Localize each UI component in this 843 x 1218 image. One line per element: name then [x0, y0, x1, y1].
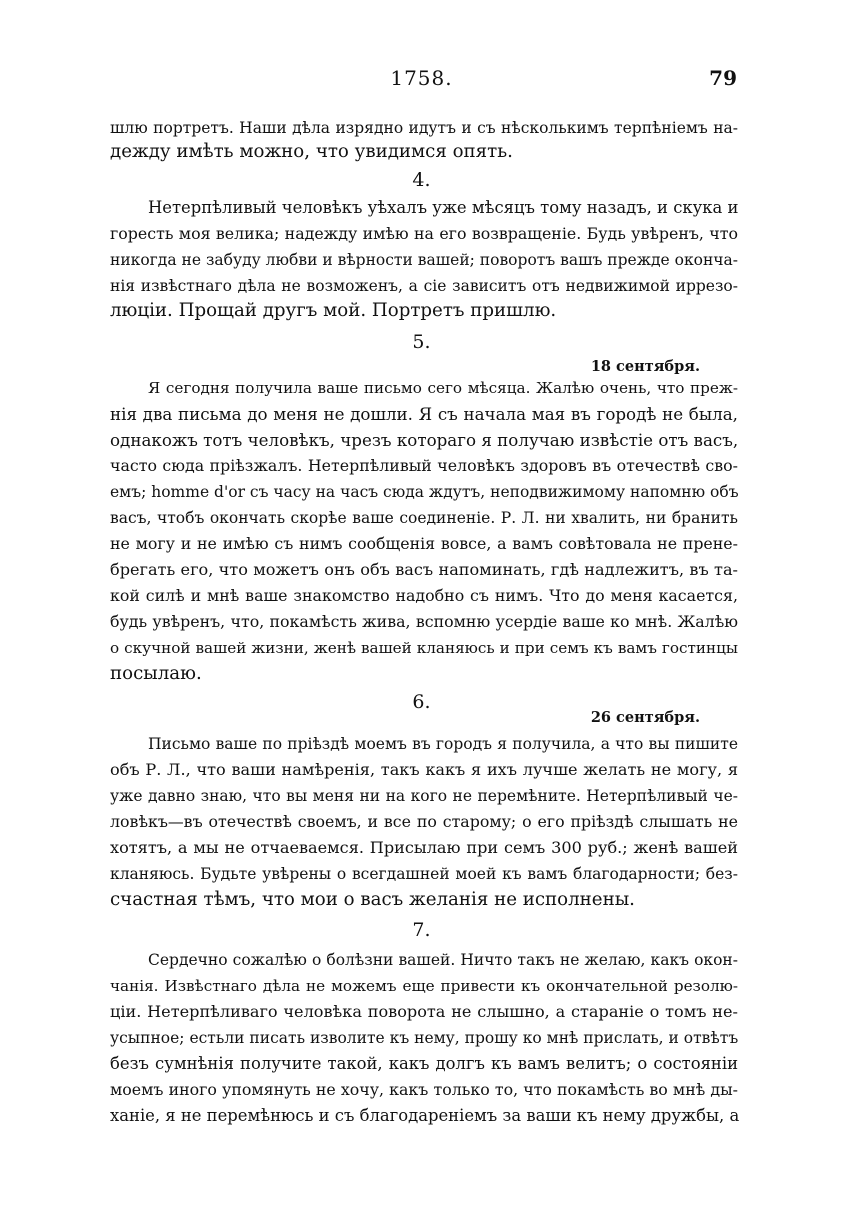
text-line: хотятъ, а мы не отчаеваемся. Присылаю при семъ 300 руб.; женѣ вашей	[110, 838, 738, 857]
section-number: 4.	[412, 169, 431, 191]
letter-date: 26 сентября.	[590, 709, 700, 726]
text-line: нія два письма до меня не дошли. Я съ начала мая въ городѣ не была,	[110, 404, 738, 424]
text-line: Я сегодня получила ваше письмо сего мѣсяца. Жалѣю очень, что преж-	[148, 379, 738, 397]
text-line: посылаю.	[110, 663, 202, 684]
header-year: 1758.	[390, 66, 453, 90]
text-line: о скучной вашей жизни, женѣ вашей кланяюсь и при семъ къ вамъ гостинцы	[110, 639, 738, 657]
text-line: будь увѣренъ, что, покамѣсть жива, вспомню усердіе ваше ко мнѣ. Жалѣю	[110, 612, 738, 631]
section-number: 7.	[412, 919, 431, 941]
text-line: никогда не забуду любви и вѣрности вашей; поворотъ вашъ прежде оконча-	[110, 251, 739, 269]
text-line: васъ, чтобъ окончать скорѣе ваше соединеніе. Р. Л. ни хвалить, ни бранить	[110, 509, 738, 527]
text-line: горесть моя велика; надежду имѣю на его возвращеніе. Будь увѣренъ, что	[110, 224, 738, 243]
text-line: моемъ иного упомянуть не хочу, какъ только то, что покамѣсть во мнѣ ды-	[110, 1080, 738, 1099]
text-line: не могу и не имѣю съ нимъ сообщенія вовсе, а вамъ совѣтовала не прене-	[110, 534, 738, 553]
text-line: брегать его, что можетъ онъ объ васъ напоминать, гдѣ надлежитъ, въ та-	[110, 560, 738, 579]
text-line: кой силѣ и мнѣ ваше знакомство надобно съ нимъ. Что до меня касается,	[110, 586, 738, 605]
text-line: ціи. Нетерпѣливаго человѣка поворота не слышно, а стараніе о томъ не-	[110, 1002, 738, 1021]
text-line: Сердечно сожалѣю о болѣзни вашей. Ничто такъ не желаю, какъ окон-	[148, 951, 738, 969]
page-number: 79	[709, 66, 737, 90]
text-line: усыпное; естьли писать изволите къ нему, прошу ко мнѣ прислать, и отвѣтъ	[110, 1029, 739, 1047]
section-number: 5.	[412, 331, 431, 353]
text-line: часто сюда пріѣзжалъ. Нетерпѣливый человѣкъ здоровъ въ отечествѣ сво-	[110, 456, 738, 475]
letter-date: 18 сентября.	[590, 358, 700, 375]
text-line: шлю портретъ. Наши дѣла изрядно идутъ и съ нѣсколькимъ терпѣніемъ на-	[110, 119, 738, 137]
text-line: Нетерпѣливый человѣкъ уѣхалъ уже мѣсяцъ тому назадъ, и скука и	[148, 198, 739, 217]
text-line: дежду имѣть можно, что увидимся опять.	[110, 141, 513, 162]
text-line: объ Р. Л., что ваши намѣренія, такъ какъ я ихъ лучше желать не могу, я	[110, 760, 738, 779]
text-line: однакожъ тотъ человѣкъ, чрезъ котораго я получаю извѣстіе отъ васъ,	[110, 430, 739, 450]
text-line: емъ; homme d'or съ часу на часъ сюда ждутъ, неподвижимому напомню объ	[110, 483, 739, 501]
running-header	[0, 66, 843, 96]
section-number: 6.	[412, 691, 431, 713]
text-line: люціи. Прощай другъ мой. Портретъ пришлю.	[110, 300, 557, 321]
text-line: ханіе, я не перемѣнюсь и съ благодареніемъ за ваши къ нему дружбы, а	[110, 1106, 740, 1125]
text-line: безъ сумнѣнія получите такой, какъ долгъ къ вамъ велитъ; о состояніи	[110, 1054, 738, 1073]
text-line: ловѣкъ—въ отечествѣ своемъ, и все по старому; о его пріѣздѣ слышать не	[110, 812, 738, 831]
text-line: нія извѣстнаго дѣла не возможенъ, а сіе зависитъ отъ недвижимой иррезо-	[110, 277, 738, 295]
text-line: уже давно знаю, что вы меня ни на кого не перемѣните. Нетерпѣливый че-	[110, 787, 738, 805]
text-line: счастная тѣмъ, что мои о васъ желанія не исполнены.	[110, 889, 635, 910]
text-line: кланяюсь. Будьте увѣрены о всегдашней моей къ вамъ благодарности; без-	[110, 865, 738, 883]
text-line: Письмо ваше по пріѣздѣ моемъ въ городъ я получила, а что вы пишите	[148, 735, 738, 753]
text-line: чанія. Извѣстнаго дѣла не можемъ еще привести къ окончательной резолю-	[110, 977, 738, 995]
